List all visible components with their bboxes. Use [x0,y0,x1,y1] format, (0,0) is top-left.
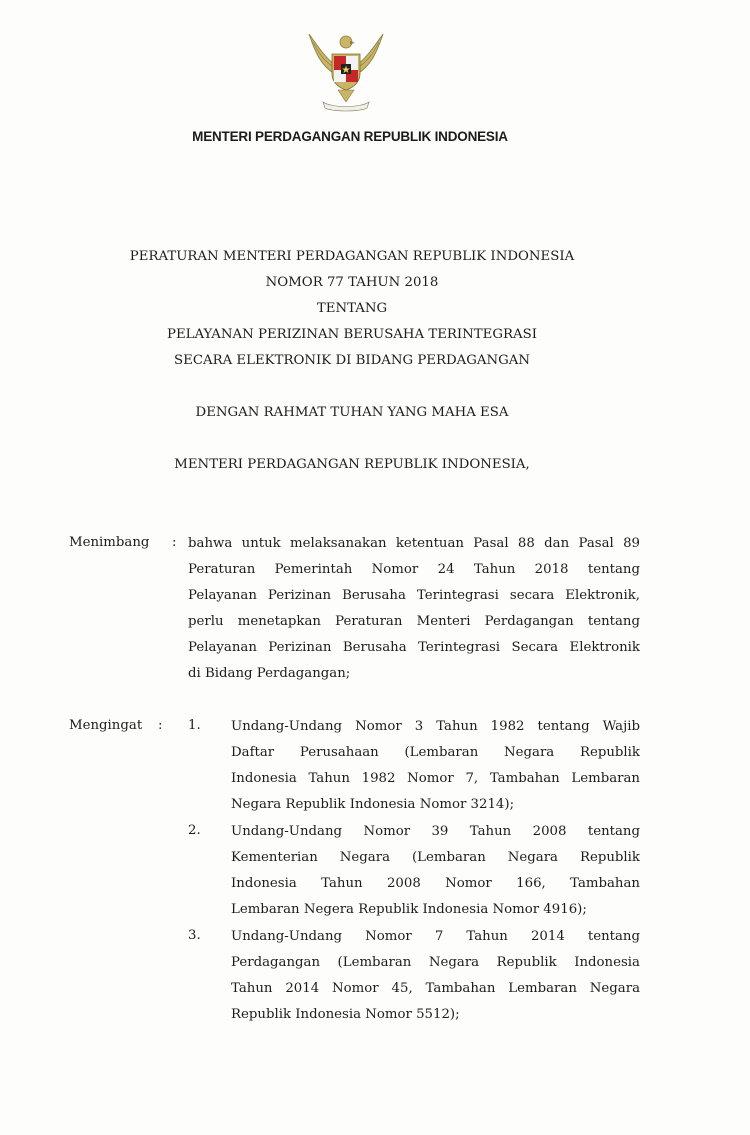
menimbang-line: perlu menetapkan Peraturan Menteri Perdagangan tentang [188,614,640,629]
item-line: Negara Republik Indonesia Nomor 3214); [231,797,515,812]
menimbang-line: Pelayanan Perizinan Berusaha Terintegrasi Secara Elektronik [188,640,640,655]
menimbang-paragraph [188,531,640,687]
issuer-line: MENTERI PERDAGANGAN REPUBLIK INDONESIA, [174,457,530,472]
item-line: Lembaran Negera Republik Indonesia Nomor 4916); [231,902,587,917]
item-line: Indonesia Tahun 1982 Nomor 7, Tambahan Lembaran [231,771,640,786]
menimbang-line: Pelayanan Perizinan Berusaha Terintegrasi secara Elektronik, [188,588,640,603]
blessing-line: DENGAN RAHMAT TUHAN YANG MAHA ESA [195,405,509,420]
mengingat-colon: : [158,718,163,733]
item-line: Tahun 2014 Nomor 45, Tambahan Lembaran Negara [231,981,640,996]
mengingat-item [231,819,640,923]
regulation-about: TENTANG [316,301,388,316]
mengingat-label: Mengingat [69,718,143,733]
item-line: Kementerian Negara (Lembaran Negara Republik [231,850,640,865]
regulation-subject-line1: PELAYANAN PERIZINAN BERUSAHA TERINTEGRASI [167,327,537,342]
item-line: Republik Indonesia Nomor 5512); [231,1007,460,1022]
item-line: Daftar Perusahaan (Lembaran Negara Republik [231,745,640,760]
item-line: Undang-Undang Nomor 7 Tahun 2014 tentang [231,929,640,944]
menimbang-line: bahwa untuk melaksanakan ketentuan Pasal 88 dan Pasal 89 [188,536,640,551]
mengingat-item-number: 1. [188,718,201,733]
mengingat-item-number: 2. [188,823,201,838]
item-line: Indonesia Tahun 2008 Nomor 166, Tambahan [231,876,640,891]
mengingat-item [231,924,640,1028]
regulation-subject-line2: SECARA ELEKTRONIK DI BIDANG PERDAGANGAN [174,353,530,368]
menimbang-line: di Bidang Perdagangan; [188,666,351,681]
mengingat-item [231,714,640,818]
item-line: Undang-Undang Nomor 39 Tahun 2008 tentang [231,824,640,839]
item-line: Perdagangan (Lembaran Negara Republik Indonesia [231,955,640,970]
menimbang-label: Menimbang [69,535,150,550]
regulation-number: NOMOR 77 TAHUN 2018 [265,275,439,290]
item-line: Undang-Undang Nomor 3 Tahun 1982 tentang Wajib [231,719,640,734]
regulation-title: PERATURAN MENTERI PERDAGANGAN REPUBLIK INDONESIA [129,249,575,264]
garuda-emblem-icon [301,22,391,112]
menimbang-line: Peraturan Pemerintah Nomor 24 Tahun 2018 tentang [188,562,640,577]
mengingat-item-number: 3. [188,928,201,943]
ministry-header: MENTERI PERDAGANGAN REPUBLIK INDONESIA [192,129,508,144]
menimbang-colon: : [172,535,177,550]
